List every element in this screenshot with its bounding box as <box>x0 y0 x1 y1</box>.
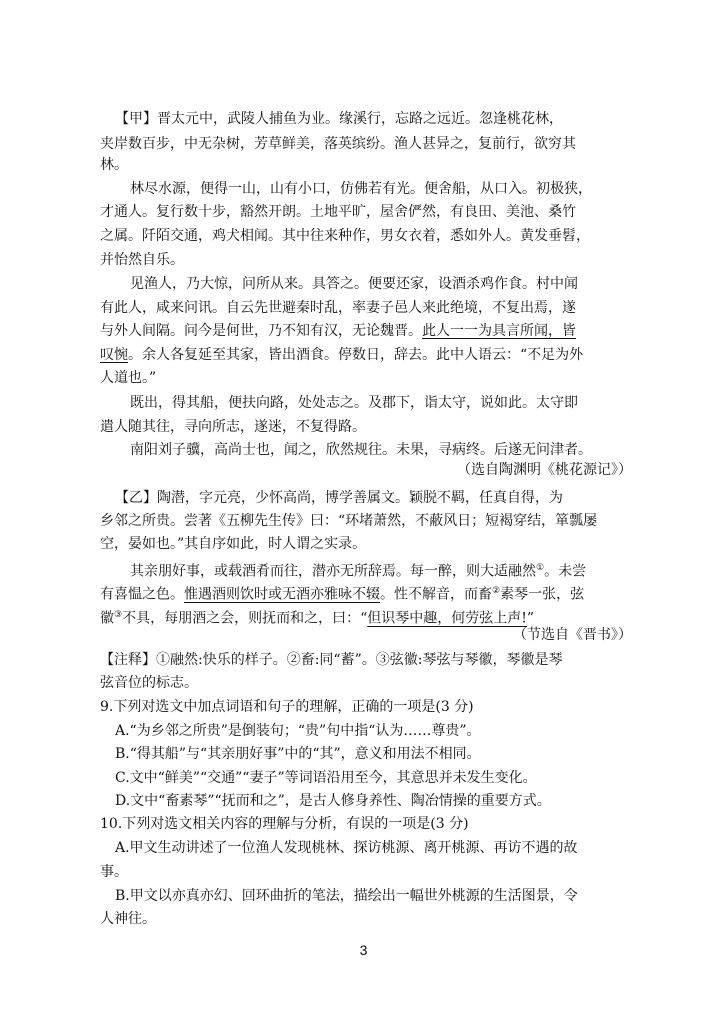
text-line: 遣人随其往，寻向所志，遂迷，不复得路。 <box>100 419 366 435</box>
question-9-stem: 9.下列对选文中加点词语和句子的理解，正确的一项是(3 分) <box>100 699 474 715</box>
source-citation: （选自陶渊明《桃花源记》） <box>457 462 632 478</box>
question-10-stem: 10.下列对选文相关内容的理解与分析，有误的一项是(3 分) <box>100 816 469 832</box>
text-line <box>130 557 632 583</box>
text-line <box>100 344 632 366</box>
option-a: A.“为乡邻之所贵”是倒装句；“贵”句中指“认为……尊贵”。 <box>115 723 481 739</box>
text-line: 之属。阡陌交通，鸡犬相闻。其中往来种作，男女衣着，悉如外人。黄发垂髫， <box>100 228 590 244</box>
text-line: 才通人。复行数十步，豁然开朗。土地平旷，屋舍俨然，有良田、美池、桑竹 <box>100 204 576 220</box>
text-span: 。余人各复延至其家，皆出酒食。停数日，辞去。此中人语云：“不足为外 <box>128 347 584 363</box>
option-a: A.甲文生动讲述了一位渔人发现桃林、探访桃源、离开桃源、再访不遇的故 <box>115 840 578 856</box>
notes: 【注释】①融然:快乐的样子。②畜:同“蓄”。③弦徽:琴弦与琴徽，琴徽是琴 <box>100 652 563 668</box>
text-span: 徽 <box>100 610 114 627</box>
text-span: ” <box>526 610 535 627</box>
text-line: 【甲】晋太元中，武陵人捕鱼为业。缘溪行，忘路之远近。忽逢桃花林， <box>115 111 563 127</box>
option-b: B.“得其船”与“其亲朋好事”中的“其”，意义和用法不相同。 <box>115 746 481 762</box>
footnote-marker: ③ <box>114 610 123 620</box>
text-span: 与外人间隔。问今是何世，乃不知有汉，无论魏晋。 <box>100 323 422 339</box>
text-line: 林。 <box>100 157 128 173</box>
text-span: 。性不解音，而畜 <box>380 586 492 603</box>
underlined-sentence: 惟遇酒则饮时或无酒亦雅咏不辍 <box>184 586 380 603</box>
text-line: 林尽水源，便得一山，山有小口，仿佛若有光。便舍船，从口入。初极狭， <box>130 181 592 197</box>
text-span: 不具，每朋酒之会，则抚而和之，曰：“ <box>122 610 368 627</box>
text-line: 【乙】陶潜，字元亮，少怀高尚，博学善属文。颖脱不羁，任真自得，为 <box>115 490 563 506</box>
text-line: 并怡然自乐。 <box>100 252 184 268</box>
text-line: 见渔人，乃大惊，问所从来。具答之。便要还家，设酒杀鸡作食。村中闻 <box>130 276 578 292</box>
text-span: 。未尝 <box>544 563 587 580</box>
text-line: 空，晏如也。”其自序如此，时人谓之实录。 <box>100 536 367 552</box>
option-d: D.文中“畜素琴”“抚而和之”，是古人修身养性、陶冶情操的重要方式。 <box>115 793 551 809</box>
text-line: 人道也。” <box>100 370 157 386</box>
notes: 弦音位的标志。 <box>100 675 198 691</box>
text-line <box>100 580 632 606</box>
text-line: 既出，得其船，便扶向路，处处志之。及郡下，诣太守，说如此。太守即 <box>130 395 578 411</box>
option-c: C.文中“鲜美”“交通”“妻子”等词语沿用至今，其意思并未发生变化。 <box>115 770 537 786</box>
option-b: B.甲文以亦真亦幻、回环曲折的笔法，描绘出一幅世外桃源的生活图景，令 <box>115 888 578 904</box>
text-span: 素琴一张，弦 <box>500 586 585 603</box>
page-number: 3 <box>359 942 368 958</box>
footnote-marker: ② <box>492 586 501 596</box>
text-line <box>100 320 632 342</box>
footnote-marker: ① <box>536 563 545 573</box>
underlined-sentence: 但识琴中趣，何劳弦上声! <box>367 610 527 627</box>
text-line: 乡邻之所贵。尝著《五柳先生传》曰：“环堵萧然，不蔽风日；短褐穿结，箪瓢屡 <box>100 513 598 529</box>
underlined-sentence: 叹惋 <box>100 347 128 363</box>
text-span: 有喜愠之色。 <box>100 586 184 603</box>
text-line: 南阳刘子骥，高尚士也，闻之，欣然规往。未果，寻病终。后遂无问津者。 <box>130 442 592 458</box>
source-citation: （节选自《晋书》） <box>513 627 632 643</box>
text-line: 夹岸数百步，中无杂树，芳草鲜美，落英缤纷。渔人甚异之，复前行，欲穷其 <box>100 136 576 152</box>
option-a-cont: 事。 <box>100 864 128 880</box>
underlined-sentence: 此人一一为具言所闻，皆 <box>422 323 576 339</box>
text-line: 有此人，咸来问讯。自云先世避秦时乱，率妻子邑人来此绝境，不复出焉，遂 <box>100 300 576 316</box>
text-span: 其亲朋好事，或载酒肴而往，潜亦无所辞焉。每一醉，则大适融然 <box>130 563 536 580</box>
option-b-cont: 人神往。 <box>100 911 156 927</box>
